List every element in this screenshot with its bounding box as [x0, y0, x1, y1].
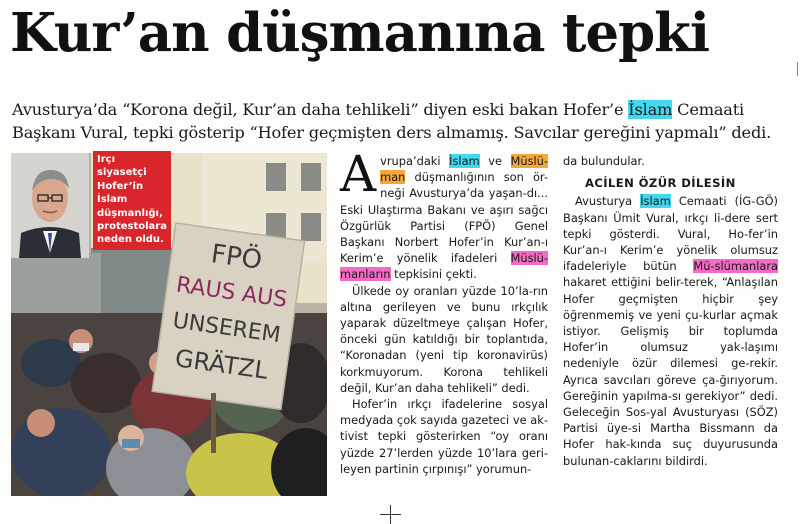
- highlight-islam: İslam: [449, 154, 480, 168]
- col2-text-a: Avusturya: [575, 194, 641, 209]
- highlight-man: man: [380, 170, 406, 185]
- col1-paragraph-2: Ülkede oy oranları yüzde 10’la-rın altına gerileyen ve bunu ırkçılık yaparak düzeltmeye çalışan Hofer, önceki gün katıldığı bir toplantıda, “Koronadan (yeni tip koronavirüs) korkmuyorum. Korona tehlikeli değil, Kur’an daha tehlikeli” dedi.: [340, 283, 548, 395]
- lead-paragraph: [12, 98, 787, 144]
- highlight-muslumanlara-1: Mü-: [693, 259, 715, 274]
- sign-line-raus: RAUS AUS: [174, 272, 289, 313]
- col1-paragraph-3: Hofer’in ırkçı ifadelerine sosyal medyada çok sayıda gazeteci ve ak-tivist tepki gösterirken “oy oranı yüzde 27’lerden yüzde 10’lara geri-leyen partinin çırpınışı” yorumun-: [340, 397, 548, 476]
- article-column-2: [563, 153, 778, 469]
- highlight-islam: İslam: [640, 194, 671, 209]
- photo-caption: Irçı siyasetçi Hofer’in İslam düşmanlığı, protestolara neden oldu.: [93, 151, 171, 250]
- highlight-muslumanlarin-2: manların: [340, 267, 391, 282]
- sign-line-unserem: UNSEREM: [171, 308, 283, 349]
- article-column-1: [340, 145, 548, 477]
- col2-text-c: hakaret ettiğini belir-terek, “Anlaşılan Hofer geçmişten hiçbir şey öğrenmemiş ve yeni çu-kurlar açmak istiyor. Gelişmiş bir toplumda Hofer’in olumsuz yak-laşımı nedeniyle özür dilemesi ge-rekir. Ayrıca savcıları göreve ça-ğırıyorum. Gereğinin yapılma-sı gerekiyor” dedi. Geleceğin Sos-yal Avusturyası (SÖZ) Partisi üye-si Martha Bissmann da Hofer hak-kında suç duyurusunda bulunan-caklarını bildirdi.: [563, 275, 778, 468]
- lead-text-1: Avusturya’da “Korona değil, Kur’an daha tehlikeli” diyen eski bakan Hofer’e: [12, 100, 629, 119]
- col2-paragraph-1: [563, 193, 778, 468]
- col2-paragraph-0: da bulundular.: [563, 154, 645, 168]
- sign-line-gratzl: GRÄTZL: [173, 344, 270, 385]
- portrait-inset: [11, 153, 89, 258]
- highlight-muslu: Müslü-: [510, 154, 548, 168]
- col1-text-d: düşmanlığının son ör-neği Avusturya’da yaşan-dı... Eski Ulaştırma Bakanı ve aşırı sağcı Özgürlük Partisi (FPÖ) Genel Başkanı Norbert Hofer’in Kur’an-ı Kerim’e yönelik ifadeleri: [340, 170, 548, 266]
- portrait-illustration: [11, 153, 89, 258]
- col1-text-a: vrupa’daki: [380, 154, 450, 168]
- highlight-muslumanlara-2: slümanlara: [714, 259, 778, 274]
- col1-paragraph-1: [340, 145, 548, 283]
- col1-text-b: ve: [479, 154, 511, 168]
- drop-cap: A: [340, 145, 377, 203]
- registration-mark-horizontal: [380, 514, 401, 515]
- sign-line-fpo: FPÖ: [209, 239, 264, 276]
- subheading: ACİLEN ÖZÜR DİLESİN: [585, 176, 736, 191]
- highlight-islam: İslam: [628, 100, 673, 119]
- page-edge-mark: [797, 62, 798, 76]
- col1-text-e: tepkisini çekti.: [390, 267, 477, 282]
- highlight-muslumanlarin-1: Müslü-: [510, 251, 548, 266]
- protest-sign-text: [156, 231, 303, 391]
- headline: Kur’an düşmanına tepki: [10, 2, 710, 64]
- col2-text-b: Cemaati (İG-GÖ) Başkanı Ümit Vural, ırkçı li-dere sert tepki gösterdi. Vural, Ho-fer’in Kur’an-ı Kerim’e yönelik olumsuz ifadeleriyle bütün: [563, 194, 778, 274]
- lead-text-2: Cemaati Başkanı Vural, tepki gösterip “Hofer geçmişten ders almamış. Savcılar gereğini yapmalı” dedi.: [12, 100, 772, 142]
